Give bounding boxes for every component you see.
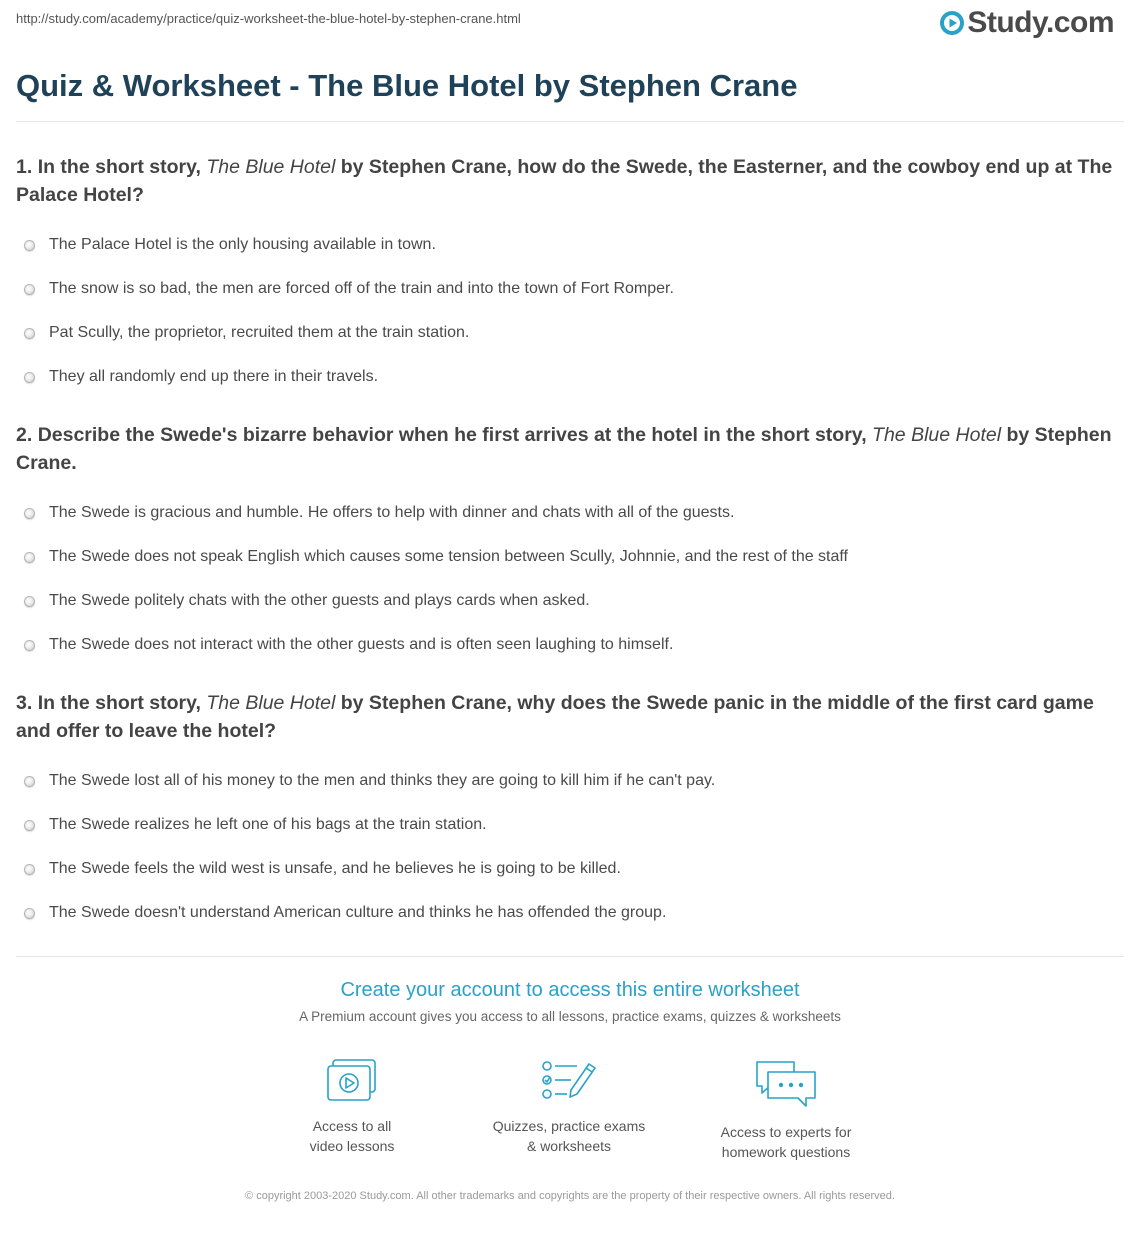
answer-option[interactable] [16,535,1120,579]
radio-button[interactable] [24,372,35,383]
answer-list [16,491,1120,667]
signup-cta [0,979,1140,1024]
feature-label: Access to all video lessons [309,1118,395,1154]
answer-label: The Swede does not speak English which causes some tension between Scully, Johnnie, and the rest of the staff [49,548,848,565]
question-3 [16,689,1120,935]
radio-button[interactable] [24,508,35,519]
answer-label: The Swede does not interact with the other guests and is often seen laughing to himself. [49,636,674,653]
radio-button[interactable] [24,908,35,919]
answer-option[interactable] [16,491,1120,535]
radio-button[interactable] [24,596,35,607]
radio-button[interactable] [24,820,35,831]
page-title: Quiz & Worksheet - The Blue Hotel by Stephen Crane [16,68,798,103]
answer-label: The Swede is gracious and humble. He offers to help with dinner and chats with all of the guests. [49,504,735,521]
feature-experts [686,1058,886,1162]
checklist-pencil-icon [541,1058,597,1104]
radio-button[interactable] [24,240,35,251]
answer-label: The Palace Hotel is the only housing available in town. [49,236,436,253]
answer-option[interactable] [16,355,1120,399]
answer-label: The Swede lost all of his money to the men and thinks they are going to kill him if he can't pay. [49,772,716,789]
question-text: 3. In the short story, The Blue Hotel by Stephen Crane, why does the Swede panic in the middle of the first card game and offer to leave the hotel? [16,692,1094,742]
play-circle-icon [939,10,965,36]
title-divider [16,121,1124,122]
radio-button[interactable] [24,640,35,651]
radio-button[interactable] [24,284,35,295]
answer-label: The Swede doesn't understand American culture and thinks he has offended the group. [49,904,667,921]
page-url: http://study.com/academy/practice/quiz-worksheet-the-blue-hotel-by-stephen-crane.html [16,11,521,26]
answer-option[interactable] [16,223,1120,267]
radio-button[interactable] [24,864,35,875]
answer-label: The Swede feels the wild west is unsafe, and he believes he is going to be killed. [49,860,621,877]
question-text: 1. In the short story, The Blue Hotel by Stephen Crane, how do the Swede, the Easterner, and the cowboy end up at The Palace Hotel? [16,156,1113,206]
logo-text: Study.com [967,6,1114,39]
question-text: 2. Describe the Swede's bizarre behavior when he first arrives at the hotel in the short story, The Blue Hotel by Stephen Crane. [16,424,1112,474]
question-2 [16,421,1120,667]
feature-video-lessons [252,1058,452,1156]
answer-list [16,759,1120,935]
answer-label: The snow is so bad, the men are forced off of the train and into the town of Fort Romper. [49,280,674,297]
answer-label: They all randomly end up there in their travels. [49,368,379,385]
answer-option[interactable] [16,891,1120,935]
study-logo[interactable] [939,6,1114,40]
answer-option[interactable] [16,847,1120,891]
answer-label: Pat Scully, the proprietor, recruited them at the train station. [49,324,470,341]
answer-option[interactable] [16,579,1120,623]
feature-quizzes [469,1058,669,1156]
chat-bubbles-icon [754,1058,818,1110]
radio-button[interactable] [24,776,35,787]
radio-button[interactable] [24,328,35,339]
answer-option[interactable] [16,623,1120,667]
answer-option[interactable] [16,759,1120,803]
answer-option[interactable] [16,803,1120,847]
cta-divider [16,956,1124,957]
copyright-text: © copyright 2003-2020 Study.com. All other trademarks and copyrights are the property of their respective owners. All rights reserved. [245,1190,895,1202]
answer-label: The Swede realizes he left one of his bags at the train station. [49,816,487,833]
feature-label: Access to experts for homework questions [720,1124,852,1160]
question-1 [16,153,1120,399]
answer-option[interactable] [16,267,1120,311]
cta-subtitle: A Premium account gives you access to all lessons, practice exams, quizzes & worksheets [299,1009,841,1024]
feature-label: Quizzes, practice exams & worksheets [492,1118,646,1154]
answer-list [16,223,1120,399]
video-lessons-icon [325,1058,379,1104]
answer-label: The Swede politely chats with the other guests and plays cards when asked. [49,592,590,609]
answer-option[interactable] [16,311,1120,355]
cta-link[interactable]: Create your account to access this entire worksheet [340,979,800,1001]
radio-button[interactable] [24,552,35,563]
